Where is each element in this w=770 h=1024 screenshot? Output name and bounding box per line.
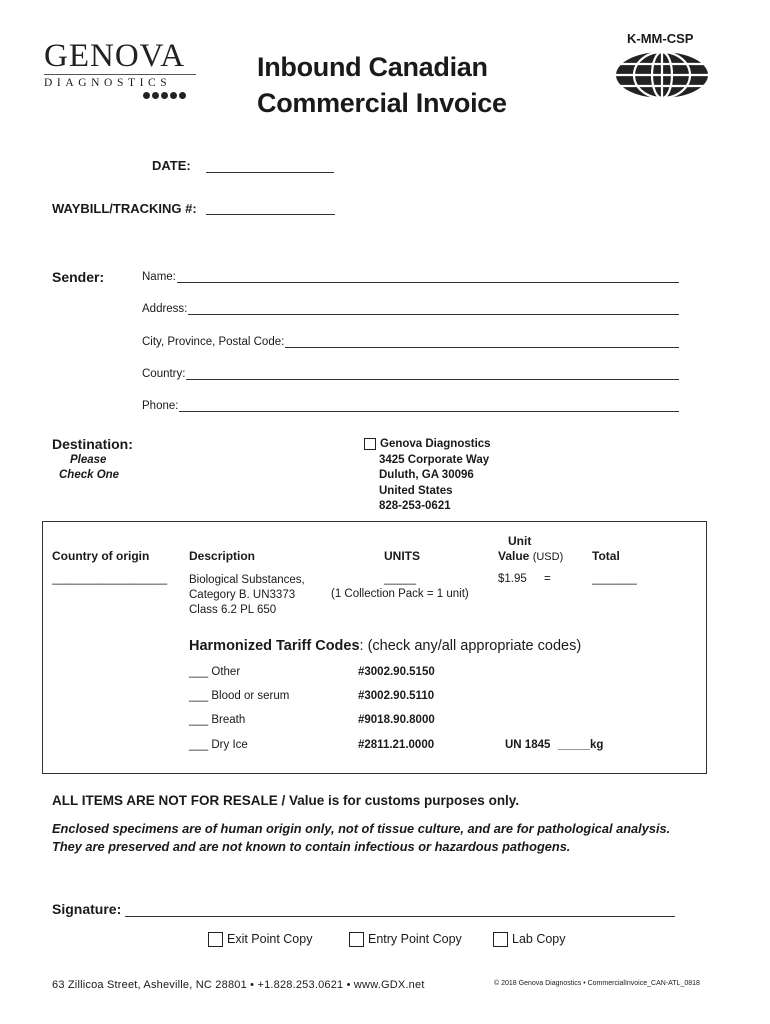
specimen-notice-1: Enclosed specimens are of human origin only, not of tissue culture, and are for pathological analysis. — [52, 821, 671, 836]
copy-entry[interactable] — [349, 932, 462, 947]
sender-phone-field[interactable] — [179, 401, 679, 412]
destination-phone: 828-253-0621 — [379, 500, 451, 512]
sender-country-label: Country: — [142, 368, 186, 380]
footer-copyright: © 2018 Genova Diagnostics • CommercialInvoice_CAN-ATL_0818 — [494, 980, 700, 987]
copy-exit[interactable] — [208, 932, 312, 947]
copy-entry-label: Entry Point Copy — [368, 932, 462, 946]
tariff-heading — [189, 638, 581, 654]
col-unit-top: Unit — [508, 534, 532, 548]
signature-row — [52, 901, 675, 917]
company-logo — [44, 40, 196, 90]
specimen-notice-2: They are preserved and are not known to contain infectious or hazardous pathogens. — [52, 839, 571, 854]
sender-name-field[interactable] — [177, 272, 679, 283]
sender-address-row — [142, 303, 679, 315]
unit-value: $1.95 — [498, 573, 527, 585]
destination-label: Destination: — [52, 436, 133, 452]
form-code: K-MM-CSP — [627, 31, 694, 46]
total-field[interactable]: _______ — [592, 573, 637, 585]
units-field[interactable]: _____ — [384, 573, 416, 585]
sender-city-label: City, Province, Postal Code: — [142, 336, 285, 348]
col-total: Total — [592, 549, 620, 563]
lab-copy-checkbox[interactable] — [493, 932, 508, 947]
equals-sign: = — [544, 573, 551, 585]
tariff-heading-bold: Harmonized Tariff Codes — [189, 638, 360, 654]
footer-address: 63 Zillicoa Street, Asheville, NC 28801 • +1.828.253.0621 • www.GDX.net — [52, 979, 425, 991]
kg-field[interactable]: _____kg — [558, 739, 604, 751]
tariff-label-breath[interactable]: ___ Breath — [189, 714, 246, 726]
units-note: (1 Collection Pack = 1 unit) — [331, 588, 469, 600]
tariff-code-other: #3002.90.5150 — [358, 666, 435, 678]
date-label: DATE: — [152, 158, 191, 173]
tariff-label-dry-ice[interactable]: ___ Dry Ice — [189, 739, 248, 751]
desc-line-3: Class 6.2 PL 650 — [189, 604, 277, 616]
sender-name-row — [142, 271, 679, 283]
title-line1: Inbound Canadian — [257, 52, 488, 82]
copy-exit-label: Exit Point Copy — [227, 932, 313, 946]
item-description — [189, 573, 305, 618]
desc-line-1: Biological Substances, — [189, 574, 305, 586]
sender-name-label: Name: — [142, 271, 176, 283]
col-description: Description — [189, 549, 256, 563]
destination-address-3: United States — [379, 484, 453, 497]
logo-dots — [143, 92, 186, 99]
col-units: UNITS — [384, 549, 420, 563]
resale-notice: ALL ITEMS ARE NOT FOR RESALE / Value is for customs purposes only. — [52, 793, 520, 808]
col-value — [498, 549, 563, 563]
exit-copy-checkbox[interactable] — [208, 932, 223, 947]
logo-subtitle: DIAGNOSTICS — [44, 74, 196, 90]
signature-field[interactable] — [125, 904, 675, 917]
sender-country-field[interactable] — [186, 369, 679, 380]
copy-lab[interactable] — [493, 932, 566, 947]
origin-field[interactable]: __________________ — [52, 573, 168, 585]
tariff-code-dry-ice: #2811.21.0000 — [358, 739, 435, 751]
tariff-label-blood[interactable]: ___ Blood or serum — [189, 690, 290, 702]
destination-name: Genova Diagnostics — [380, 438, 491, 450]
col-value-label: Value — [498, 549, 530, 563]
waybill-field[interactable] — [206, 214, 335, 215]
signature-label: Signature: — [52, 901, 122, 917]
destination-note-1: Please — [70, 454, 107, 466]
sender-phone-row — [142, 400, 679, 412]
col-value-unit: (USD) — [532, 551, 564, 563]
sender-city-field[interactable] — [285, 337, 679, 348]
tariff-code-breath: #9018.90.8000 — [358, 714, 435, 726]
sender-phone-label: Phone: — [142, 400, 179, 412]
copy-lab-label: Lab Copy — [512, 932, 566, 946]
sender-country-row — [142, 368, 679, 380]
logo-name: GENOVA — [44, 38, 186, 74]
sender-address-field[interactable] — [188, 304, 679, 315]
date-field[interactable] — [206, 172, 334, 173]
waybill-label: WAYBILL/TRACKING #: — [52, 201, 197, 216]
globe-icon — [614, 50, 710, 100]
entry-copy-checkbox[interactable] — [349, 932, 364, 947]
tariff-label-other[interactable]: ___ Other — [189, 666, 241, 678]
destination-address-2: Duluth, GA 30096 — [379, 469, 474, 481]
un-code: UN 1845 — [505, 739, 551, 751]
destination-checkbox[interactable] — [364, 438, 376, 450]
sender-address-label: Address: — [142, 303, 188, 315]
destination-address-1: 3425 Corporate Way — [379, 453, 490, 466]
sender-city-row — [142, 336, 679, 348]
destination-option — [364, 437, 491, 515]
destination-note-2: Check One — [59, 469, 120, 481]
desc-line-2: Category B. UN3373 — [189, 589, 296, 601]
title-line2: Commercial Invoice — [257, 88, 507, 118]
tariff-code-blood: #3002.90.5110 — [358, 690, 435, 702]
col-origin: Country of origin — [52, 549, 150, 563]
tariff-heading-rest: : (check any/all appropriate codes) — [359, 638, 582, 654]
sender-label: Sender: — [52, 269, 105, 285]
